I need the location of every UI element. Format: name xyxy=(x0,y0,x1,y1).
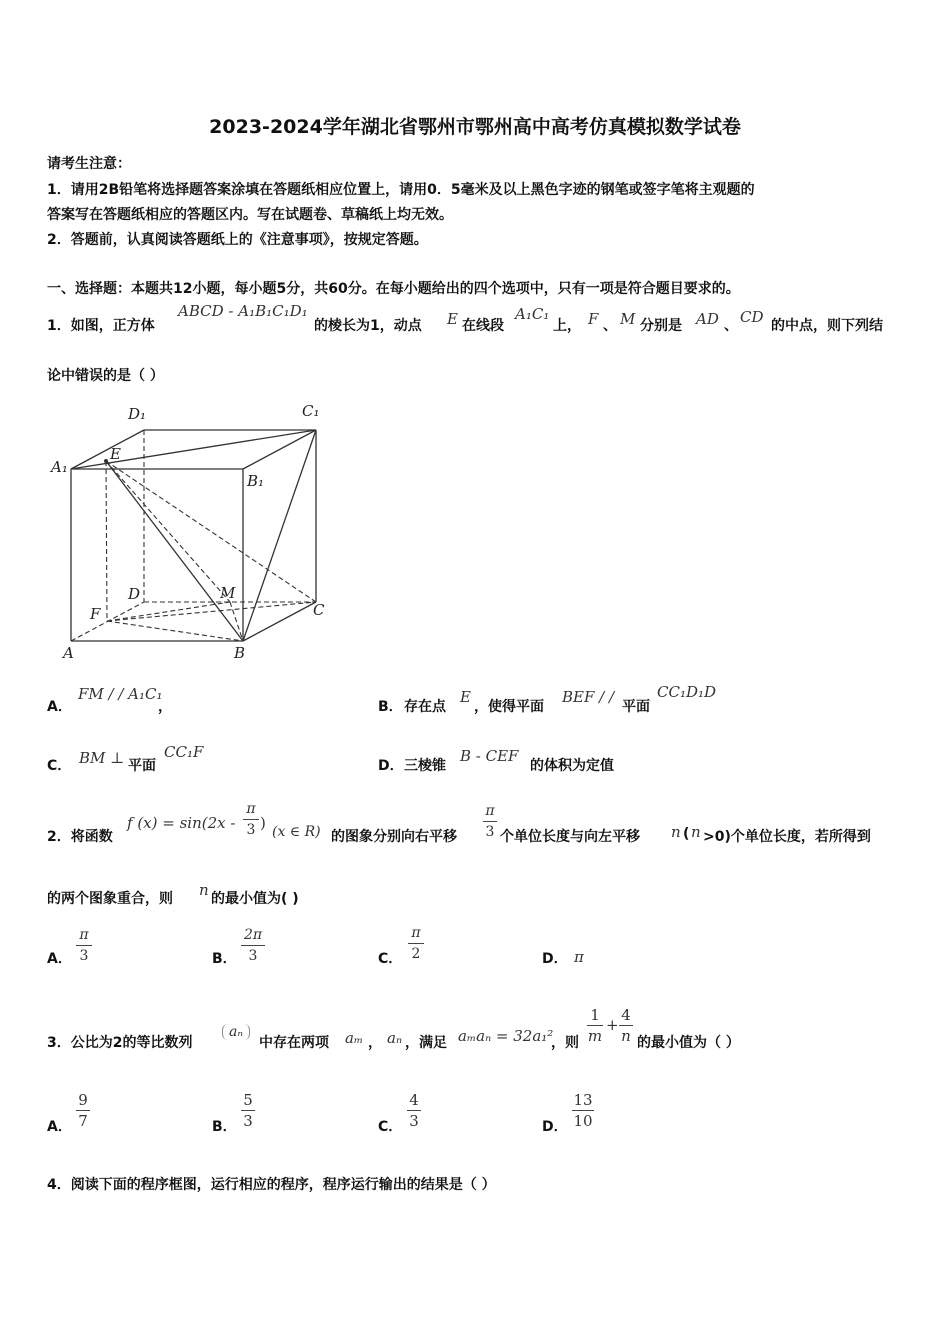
q1-option-b-text-2: ，使得平面 xyxy=(474,699,544,715)
q1-text-5: 的中点，则下列结 xyxy=(771,318,883,334)
q2-n-2: n xyxy=(691,823,701,841)
q3-f1-num: 1 xyxy=(590,1006,600,1024)
q2-option-c-den: 2 xyxy=(411,946,421,962)
q1-option-c-plane: CC₁F xyxy=(164,743,204,761)
q3-term-am: aₘ xyxy=(345,1029,364,1047)
q1-option-b-label: B． xyxy=(378,699,403,715)
q3-comma: ， xyxy=(368,1035,382,1051)
q1-segment: A₁C₁ xyxy=(515,305,550,323)
segment-e-b xyxy=(106,461,243,641)
q1-text-6: 论中错误的是（ ） xyxy=(47,368,164,384)
q2-func-frac-num: π xyxy=(246,801,256,817)
q1-option-b-math: BEF / / xyxy=(562,688,615,706)
q3-text-4: 的最小值为（ ） xyxy=(637,1035,740,1051)
q3-f2-num: 4 xyxy=(621,1006,631,1024)
notice-line-2: 2．答题前，认真阅读答题纸上的《注意事项》，按规定答题。 xyxy=(47,232,428,248)
q3-text-2: ，满足 xyxy=(405,1035,447,1051)
label-c: C xyxy=(313,601,325,619)
q3-text-3: ，则 xyxy=(551,1035,579,1051)
q3-option-b-den: 3 xyxy=(243,1112,253,1130)
q3-term-an: aₙ xyxy=(387,1029,403,1047)
q3-option-c-fraction xyxy=(407,1091,421,1130)
q3-sequence: aₙ xyxy=(222,1024,250,1040)
q1-option-d-math: B - CEF xyxy=(460,747,519,765)
q3-option-d-label: D． xyxy=(542,1119,568,1135)
q2-option-a-den: 3 xyxy=(79,948,89,964)
q1-option-c-text: 平面 xyxy=(128,758,156,774)
q1-cube: ABCD - A₁B₁C₁D₁ xyxy=(178,302,308,320)
q2-option-b-label: B． xyxy=(212,951,237,967)
q3-option-a-label: A． xyxy=(47,1119,72,1135)
q2-option-c-num: π xyxy=(411,925,421,941)
q3-text-1: 中存在两项 xyxy=(259,1035,329,1051)
cube-figure xyxy=(48,395,348,670)
q2-n-3: n xyxy=(199,881,209,899)
q1-seg-ad: AD xyxy=(696,310,719,328)
label-e: E xyxy=(110,445,121,463)
q2-domain: (x ∈ R) xyxy=(272,824,321,840)
q2-option-c-label: C． xyxy=(378,951,403,967)
q3-plus: + xyxy=(606,1016,619,1034)
q2-text-6: 的最小值为( ) xyxy=(211,891,299,907)
segment-e-f xyxy=(106,461,107,621)
q1-seg-cd: CD xyxy=(740,308,764,326)
q1-text-1: 的棱长为1，动点 xyxy=(314,318,422,334)
q3-option-a-fraction xyxy=(76,1091,90,1130)
q3-option-a-den: 7 xyxy=(78,1112,88,1130)
q2-option-a-fraction xyxy=(76,926,92,965)
label-a1: A₁ xyxy=(51,458,68,476)
q3-option-b-num: 5 xyxy=(243,1091,253,1109)
q2-func-fraction xyxy=(243,800,259,839)
q3-f2-den: n xyxy=(621,1027,631,1045)
point-e-dot xyxy=(104,459,108,463)
label-b: B xyxy=(234,644,246,662)
page-title: 2023-2024学年湖北省鄂州市鄂州高中高考仿真模拟数学试卷 xyxy=(209,116,741,138)
q2-option-b-num: 2π xyxy=(243,927,263,943)
q3-f1-den: m xyxy=(587,1027,603,1045)
q1-sep2: 、 xyxy=(724,318,738,334)
q3-fraction-1 xyxy=(587,1006,603,1045)
notice-heading: 请考生注意： xyxy=(47,156,131,172)
q1-option-b-point: E xyxy=(460,688,471,706)
label-c1: C₁ xyxy=(302,402,320,420)
q1-option-b-text-1: 存在点 xyxy=(404,699,446,715)
q2-func-right: ) xyxy=(260,814,266,832)
segment-e-m xyxy=(106,461,230,602)
q1-option-b-text-3: 平面 xyxy=(622,699,650,715)
q2-text-2: 个单位长度与向左平移 xyxy=(500,829,640,845)
label-m: M xyxy=(220,584,236,602)
segment-f-b xyxy=(107,621,243,641)
q3-condition: aₘaₙ = 32a₁² xyxy=(458,1027,554,1045)
q1-option-b-plane: CC₁D₁D xyxy=(657,683,717,701)
q1-option-c-label: C． xyxy=(47,758,72,774)
section-heading: 一、选择题：本题共12小题，每小题5分，共60分。在每小题给出的四个选项中，只有一项是符合题目要求的。 xyxy=(47,281,740,297)
q3-option-d-den: 10 xyxy=(573,1112,593,1130)
q2-number: 2．将函数 xyxy=(47,829,113,845)
q2-option-b-den: 3 xyxy=(248,948,258,964)
q2-text-4: >0)个单位长度，若所得到 xyxy=(703,829,871,845)
q1-option-a-math: FM / / A₁C₁ xyxy=(78,685,163,703)
q2-option-d-value: π xyxy=(574,948,584,966)
q1-option-a-tail: ， xyxy=(158,699,172,715)
q1-number: 1．如图，正方体 xyxy=(47,318,155,334)
label-d: D xyxy=(128,585,141,603)
q1-option-c-math: BM ⊥ xyxy=(79,749,125,767)
q1-text-3: 上， xyxy=(553,318,581,334)
q1-text-2: 在线段 xyxy=(462,318,504,334)
q1-text-4: 分别是 xyxy=(640,318,682,334)
q1-point-f: F xyxy=(588,310,599,328)
q2-option-a-num: π xyxy=(79,927,89,943)
q1-sep: 、 xyxy=(603,318,617,334)
segment-e-c xyxy=(106,461,316,602)
q1-option-d-text-2: 的体积为定值 xyxy=(530,758,614,774)
q3-option-c-den: 3 xyxy=(409,1112,419,1130)
q2-func-frac-den: 3 xyxy=(246,822,256,838)
q2-text-3: ( xyxy=(683,826,690,842)
q3-option-b-label: B． xyxy=(212,1119,237,1135)
notice-line-1b: 答案写在答题纸相应的答题区内。写在试题卷、草稿纸上均无效。 xyxy=(47,207,453,223)
q1-point-m: M xyxy=(620,310,636,328)
segment-m-b xyxy=(230,602,243,641)
notice-line-1a: 1．请用2B铅笔将选择题答案涂填在答题纸相应位置上，请用0．5毫米及以上黑色字迹的钢笔或签字笔将主观题的 xyxy=(47,182,755,198)
q2-shift-den: 3 xyxy=(485,824,495,840)
q2-text-5: 的两个图象重合，则 xyxy=(47,891,173,907)
q4-text: 4．阅读下面的程序框图，运行相应的程序，程序运行输出的结果是（ ） xyxy=(47,1177,496,1193)
q2-shift-fraction xyxy=(483,802,497,841)
q3-option-a-num: 9 xyxy=(78,1091,88,1109)
q3-number: 3．公比为2的等比数列 xyxy=(47,1035,193,1051)
label-f: F xyxy=(90,605,101,623)
q2-n-1: n xyxy=(671,823,681,841)
q1-option-d-label: D． xyxy=(378,758,404,774)
q3-option-b-fraction xyxy=(241,1091,255,1130)
q2-option-a-label: A． xyxy=(47,951,72,967)
label-d1: D₁ xyxy=(128,405,147,423)
q2-option-d-label: D． xyxy=(542,951,568,967)
label-a: A xyxy=(63,644,74,662)
segment-c1-b xyxy=(243,430,316,641)
q3-option-d-fraction xyxy=(572,1091,594,1130)
q2-text-1: 的图象分别向右平移 xyxy=(331,829,457,845)
q2-option-b-fraction xyxy=(241,926,265,965)
q1-option-d-text-1: 三棱锥 xyxy=(404,758,446,774)
q3-option-c-num: 4 xyxy=(409,1091,419,1109)
q2-option-c-fraction xyxy=(408,924,424,963)
label-b1: B₁ xyxy=(247,472,265,490)
q1-option-a-label: A． xyxy=(47,699,72,715)
q3-option-c-label: C． xyxy=(378,1119,403,1135)
q3-fraction-2 xyxy=(619,1006,633,1045)
q2-shift-num: π xyxy=(485,803,495,819)
q2-func-left: f (x) = sin(2x - xyxy=(127,814,236,832)
q3-option-d-num: 13 xyxy=(573,1091,593,1109)
q1-point-e: E xyxy=(447,310,458,328)
